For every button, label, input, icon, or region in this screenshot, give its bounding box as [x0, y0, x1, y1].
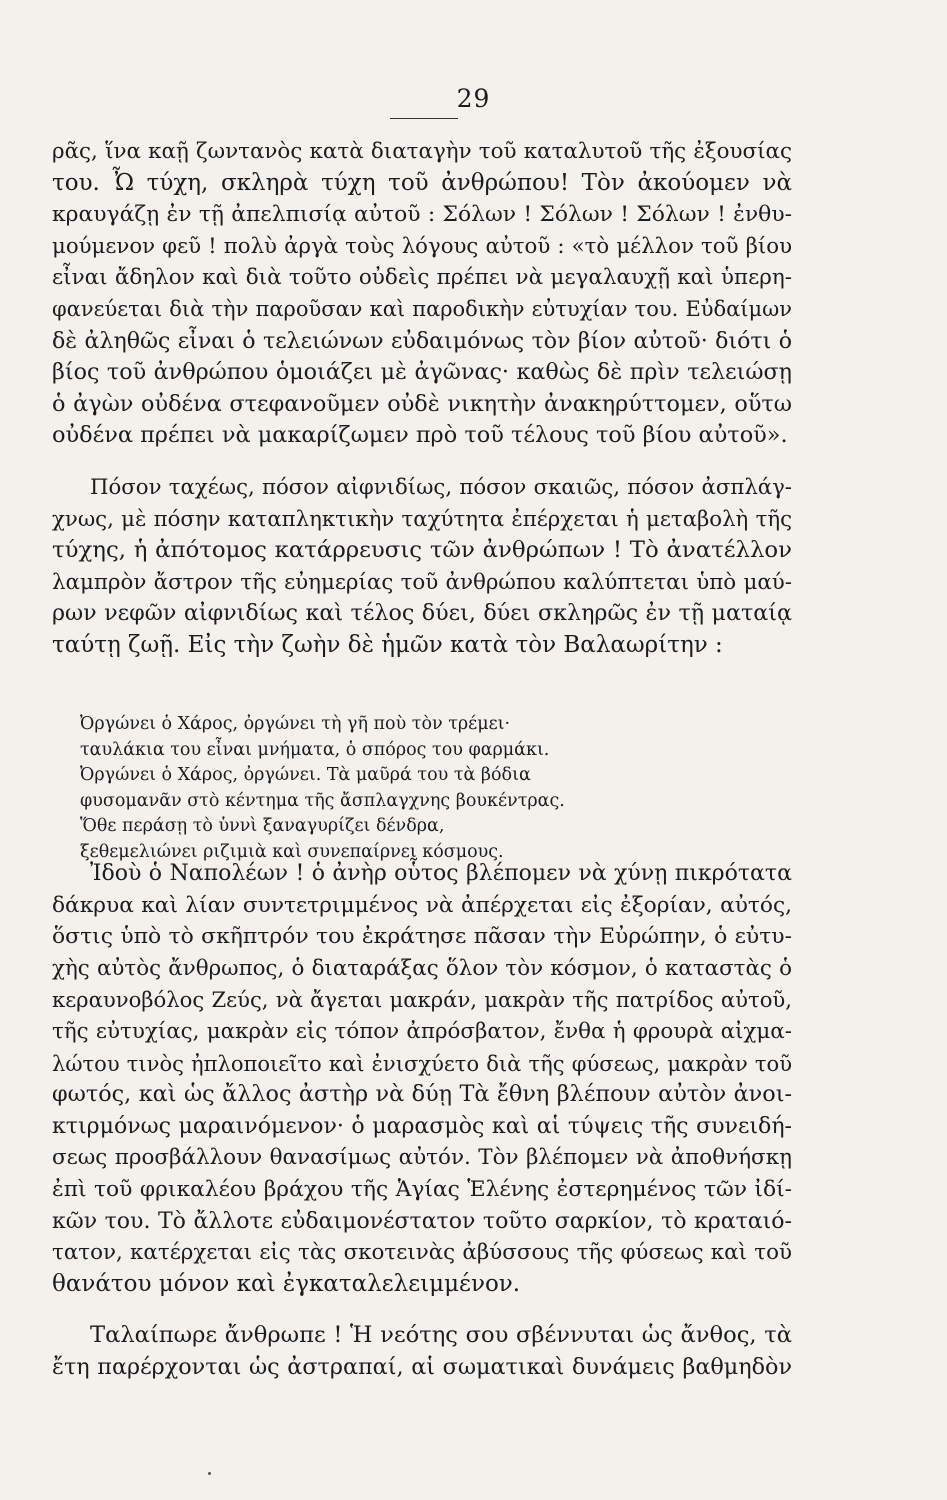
text-line: ρων νεφῶν αἰφνιδίως καὶ τέλος δύει, δύει σκληρῶς ἐν τῇ ματαίᾳ — [52, 600, 792, 627]
text-line: εἶναι ἄδηλον καὶ διὰ τοῦτο οὐδεὶς πρέπει νὰ μεγαλαυχῇ καὶ ὑπερη- — [52, 265, 792, 291]
text-line: τατον, κατέρχεται εἰς τὰς σκοτεινὰς ἀβύσσους τῆς φύσεως καὶ τοῦ — [52, 1240, 792, 1266]
paragraph-4 — [52, 1320, 792, 1383]
text-line: δὲ ἀληθῶς εἶναι ὁ τελειώνων εὐδαιμόνως τὸν βίον αὐτοῦ· διότι ὁ — [52, 328, 792, 354]
text-line: φανεύεται διὰ τὴν παροῦσαν καὶ παροδικὴν εὐτυχίαν του. Εὐδαίμων — [52, 296, 792, 321]
text-line: ταύτῃ ζωῇ. Εἰς τὴν ζωὴν δὲ ἡμῶν κατὰ τὸν Βαλαωρίτην : — [52, 631, 723, 658]
text-line: τύχης, ἡ ἀπότομος κατάρρευσις τῶν ἀνθρώπων ! Τὸ ἀνατέλλον — [52, 537, 792, 564]
text-line: Ἰδοὺ ὁ Ναπολέων ! ὁ ἀνὴρ οὗτος βλέπομεν νὰ χύνῃ πικρότατα — [90, 861, 792, 886]
poem-verse: ξεθεμελιώνει ριζιμιὰ καὶ συνεπαίρνει κόσμους. — [80, 841, 504, 862]
text-line: βίος τοῦ ἀνθρώπου ὁμοιάζει μὲ ἀγῶνας· καθὼς δὲ πρὶν τελειώσῃ — [52, 359, 792, 386]
text-line: ἐπὶ τοῦ φρικαλέου βράχου τῆς Ἁγίας Ἑλένης ἐστερημένος τῶν ἰδί- — [52, 1176, 792, 1202]
page-number: 29 — [456, 84, 491, 113]
text-line: θανάτου μόνον καὶ ἐγκαταλελειμμένον. — [52, 1270, 521, 1297]
text-line: χνως, μὲ πόσην καταπληκτικὴν ταχύτητα ἐπέρχεται ἡ μεταβολὴ τῆς — [52, 506, 792, 532]
paper-speck — [208, 1472, 211, 1475]
poem-verse: Ὀργώνει ὁ Χάρος, ὀργώνει τὴ γῆ ποὺ τὸν τρέμει· — [80, 714, 511, 734]
header-rule — [390, 118, 458, 119]
text-line: λαμπρὸν ἄστρον τῆς εὐημερίας τοῦ ἀνθρώπου καλύπτεται ὑπὸ μαύ- — [52, 569, 792, 595]
text-line: Πόσον ταχέως, πόσον αἰφνιδίως, πόσον σκαιῶς, πόσον ἀσπλάγ- — [90, 475, 792, 500]
text-line: κραυγάζῃ ἐν τῇ ἀπελπισίᾳ αὐτοῦ : Σόλων ! Σόλων ! Σόλων ! ἐνθυ- — [52, 202, 792, 228]
text-line: ὁ ἀγὼν οὐδένα στεφανοῦμεν οὐδὲ νικητὴν ἀνακηρύττομεν, οὕτω — [52, 390, 792, 417]
text-line: κεραυνοβόλος Ζεύς, νὰ ἄγεται μακράν, μακρὰν τῆς πατρίδος αὐτοῦ, — [52, 987, 792, 1013]
poem-verse: Ὅθε περάσῃ τὸ ὑννὶ ξαναγυρίζει δένδρα, — [80, 816, 445, 836]
paragraph-3 — [52, 858, 792, 1300]
text-line: κῶν του. Τὸ ἄλλοτε εὐδαιμονέστατον τοῦτο σαρκίον, τὸ κραταιό- — [52, 1208, 792, 1234]
poem-verse: φυσομανᾶν στὸ κέντημα τῆς ἄσπλαγχνης βουκέντρας. — [80, 790, 565, 811]
text-line: οὐδένα πρέπει νὰ μακαρίζωμεν πρὸ τοῦ τέλους τοῦ βίου αὐτοῦ». — [52, 422, 788, 449]
text-line: ἔτη παρέρχονται ὡς ἀστραπαί, αἱ σωματικαὶ δυνάμεις βαθμηδὸν — [52, 1353, 792, 1380]
text-line: Ταλαίπωρε ἄνθρωπε ! Ἡ νεότης σου σβέννυται ὡς ἄνθος, τὰ — [90, 1322, 792, 1348]
text-line: ὅστις ὑπὸ τὸ σκῆπτρόν του ἐκράτησε πᾶσαν τὴν Εὐρώπην, ὁ εὐτυ- — [52, 924, 792, 950]
text-line: σεως προσβάλλουν θανασίμως αὐτόν. Τὸν βλέπομεν νὰ ἀποθνήσκῃ — [52, 1145, 792, 1171]
text-line: ρᾶς, ἵνα καῇ ζωντανὸς κατὰ διαταγὴν τοῦ καταλυτοῦ τῆς ἐξουσίας — [52, 139, 792, 164]
text-line: φωτός, καὶ ὡς ἄλλος ἀστὴρ νὰ δύῃ Τὰ ἔθνη βλέπουν αὐτὸν ἀνοι- — [52, 1081, 792, 1108]
text-line: μούμενον φεῦ ! πολὺ ἀργὰ τοὺς λόγους αὐτοῦ : «τὸ μέλλον τοῦ βίου — [52, 233, 792, 259]
text-line: τῆς εὐτυχίας, μακρὰν εἰς τόπον ἀπρόσβατον, ἔνθα ἡ φρουρὰ αἰχμα- — [52, 1018, 792, 1044]
text-line: χὴς αὐτὸς ἄνθρωπος, ὁ διαταράξας ὅλον τὸν κόσμον, ὁ καταστὰς ὁ — [52, 955, 792, 981]
paragraph-1 — [52, 136, 792, 452]
poem-quotation — [80, 712, 700, 865]
paragraph-2 — [52, 472, 792, 662]
text-line: δάκρυα καὶ λίαν συντετριμμένος νὰ ἀπέρχεται εἰς ἐξορίαν, αὐτός, — [52, 892, 792, 918]
poem-verse: Ὀργώνει ὁ Χάρος, ὀργώνει. Τὰ μαῦρά του τὰ βόδια — [80, 765, 531, 785]
text-line: κτιρμόνως μαραινόμενον· ὁ μαρασμὸς καὶ αἱ τύψεις τῆς συνειδή- — [52, 1113, 792, 1139]
poem-verse: ταυλάκια του εἶναι μνήματα, ὁ σπόρος του φαρμάκι. — [80, 739, 550, 760]
text-line: λώτου τινὸς ἠπλοποιεῖτο καὶ ἐνισχύετο διὰ τῆς φύσεως, μακρὰν τοῦ — [52, 1050, 792, 1076]
text-line: του. Ὦ τύχη, σκληρὰ τύχη τοῦ ἀνθρώπου! Τὸν ἀκούομεν νὰ — [52, 169, 792, 196]
